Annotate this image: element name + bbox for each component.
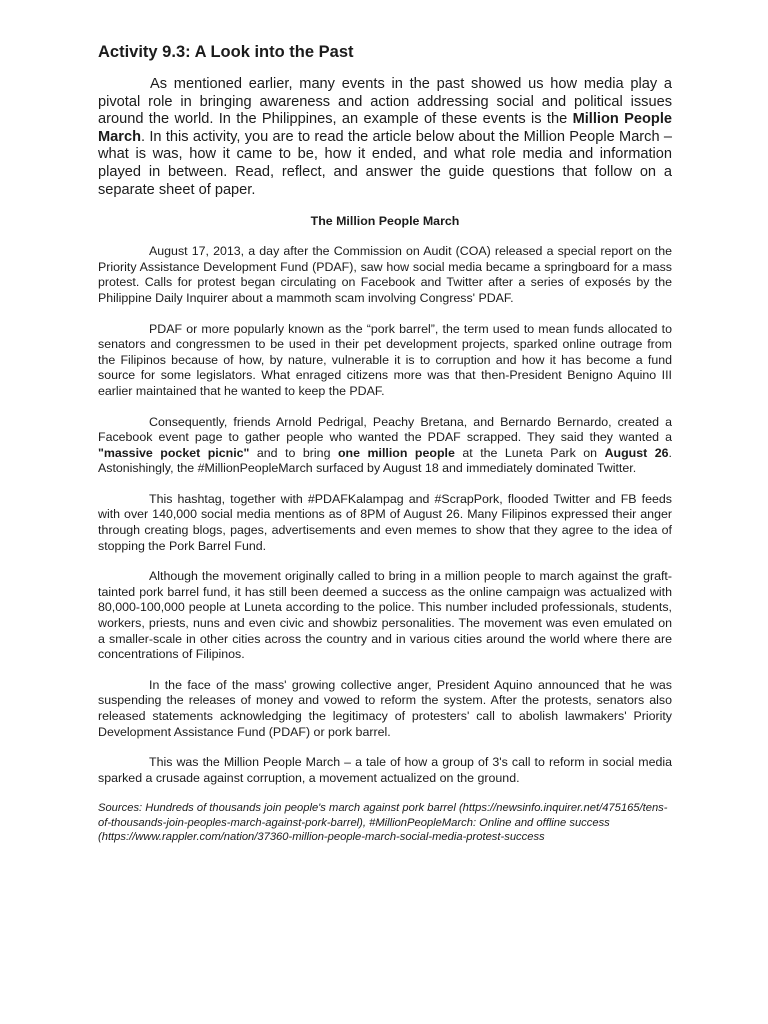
article-paragraph-4: This hashtag, together with #PDAFKalampag and #ScrapPork, flooded Twitter and FB feeds with over 140,000 social media mentions as of 8PM of August 26. Many Filipinos expressed their anger through creating blogs, pages, advertisements and even memes to show that they agree to the idea of stopping the Pork Barrel Fund. (98, 491, 672, 553)
intro-text-2: . In this activity, you are to read the article below about the Million People March – what is was, how it came to be, how it ended, and what role media and information played in between. Read, reflect, and answer the guide questions that follow on a separate sheet of paper. (98, 128, 672, 198)
p3-text-2: and to bring (249, 445, 338, 460)
article-paragraph-6: In the face of the mass' growing collective anger, President Aquino announced that he was suspending the releases of money and vowed to reform the system. After the protests, senators also released statements acknowledging the legitimacy of protesters' call to abolish lawmakers' Priority Development Assistance Fund (PDAF) or pork barrel. (98, 677, 672, 739)
intro-bold-million-people-march: Million People March (98, 111, 672, 145)
intro-paragraph (98, 76, 672, 199)
activity-title: Activity 9.3: A Look into the Past (98, 43, 354, 61)
sources-citation: Sources: Hundreds of thousands join people's march against pork barrel (https://newsinfo.inquirer.net/475165/tens-of-thousands-join-peoples-march-against-pork-barrel), #MillionPeopleMarch: Online and offline success (https://www.rappler.com/nation/37360-million-people-march-social-media-protest-success (98, 802, 668, 844)
p3-text-1: Consequently, friends Arnold Pedrigal, Peachy Bretana, and Bernardo Bernardo, created a Facebook event page to gather people who wanted the PDAF scrapped. They said they wanted a (98, 414, 672, 445)
p3-text-3: at the Luneta Park on (454, 445, 605, 460)
p3-bold-one-million-people: one million people (337, 445, 455, 460)
article-paragraph-5: Although the movement originally called to bring in a million people to march against the graft-tainted pork barrel fund, it has still been deemed a success as the online campaign was actualized with 80,000-100,000 people at Luneta according to the police. This number included professionals, students, workers, priests, nuns and even civic and showbiz personalities. The movement was even emulated on a smaller-scale in other cities across the country and in various cities around the world where there are concentrations of Filipinos. (98, 569, 672, 662)
article-paragraph-7: This was the Million People March – a tale of how a group of 3's call to reform in social media sparked a crusade against corruption, a movement actualized on the ground. (98, 755, 672, 785)
article-paragraph-1: August 17, 2013, a day after the Commission on Audit (COA) released a special report on the Priority Assistance Development Fund (PDAF), saw how social media became a springboard for a mass protest. Calls for protest began circulating on Facebook and Twitter after a series of exposés by the Philippine Daily Inquirer about a mammoth scam involving Congress' PDAF. (98, 244, 672, 305)
intro-text-1: As mentioned earlier, many events in the past showed us how media play a pivotal role in bringing awareness and action addressing social and political issues around the world. In the Philippines, an example of these events is the (98, 76, 672, 128)
p3-bold-massive-pocket-picnic: "massive pocket picnic" (98, 445, 250, 460)
document-page (98, 42, 672, 845)
article-title: The Million People March (310, 214, 460, 229)
article-paragraph-3 (98, 415, 672, 477)
p3-text-4: . Astonishingly, the #MillionPeopleMarch surfaced by August 18 and immediately dominated Twitter. (98, 445, 672, 476)
article-paragraph-2: PDAF or more popularly known as the “pork barrel”, the term used to mean funds allocated to senators and congressmen to be used in their pet development projects, sparked online outrage from the Filipinos because of how, by nature, vulnerable it is to corruption and how it has become a fund source for some legislators. What enraged citizens more was that then-President Benigno Aquino III earlier maintained that he wanted to keep the PDAF. (98, 321, 672, 398)
p3-bold-august-26: August 26 (604, 445, 669, 460)
